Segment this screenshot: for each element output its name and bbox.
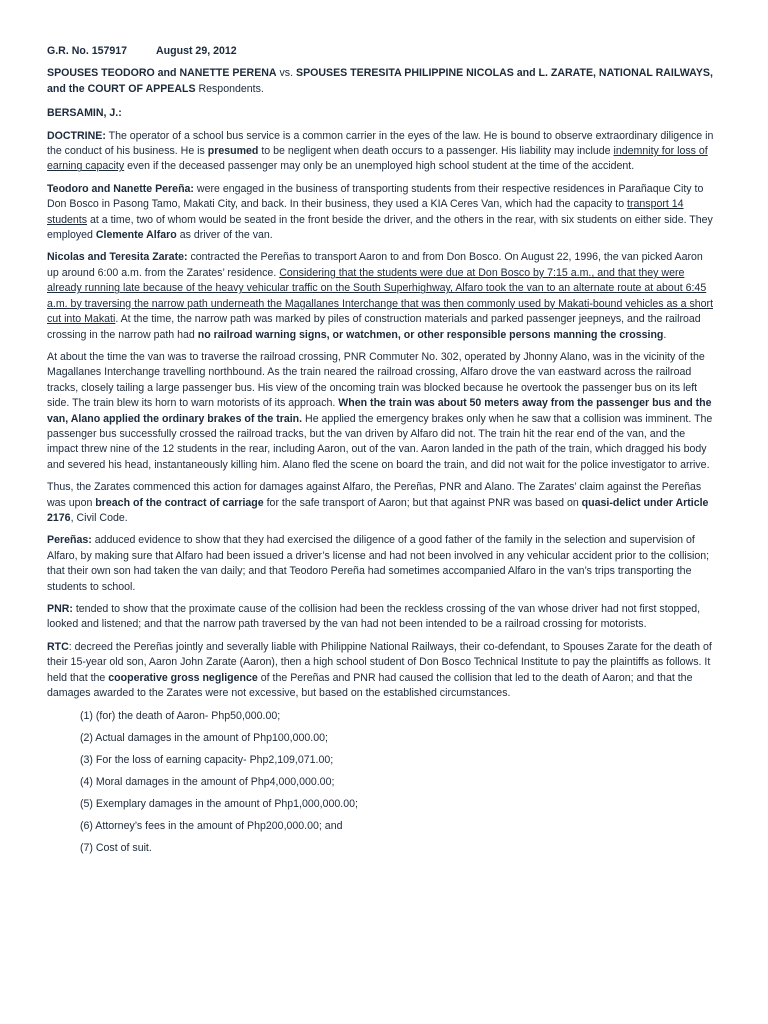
zarate-text: . — [663, 328, 667, 341]
gr-number: G.R. No. 157917 — [47, 45, 128, 57]
list-item: (1) (for) the death of Aaron- Php50,000.00; — [80, 710, 281, 723]
action-text: for the safe transport of Aaron; but that against PNR was based on — [263, 496, 582, 509]
action-emphasis: breach of the contract of carriage — [95, 496, 264, 509]
rtc-text: of the Pereñas and PNR had caused the collision that led to the death of Aaron; and that the damages awarded to the Zarates were not excessive, but based on the established circumstances. — [47, 671, 693, 700]
list-item: (4) Moral damages in the amount of Php4,000,000.00; — [80, 776, 335, 789]
damages-list — [47, 709, 715, 856]
perena-underline: transport 14 students — [47, 198, 684, 226]
action-paragraph — [47, 480, 715, 526]
perena-label: Teodoro and Nanette Pereña: — [47, 182, 194, 195]
driver-name: Clemente Alfaro — [95, 229, 177, 242]
list-item: (2) Actual damages in the amount of Php100,000.00; — [80, 732, 328, 745]
collision-paragraph — [47, 350, 715, 473]
perenas-text: adduced evidence to show that they had exercised the diligence of a good father of the family in the selection and supervision of Alfaro, by making sure that Alfaro had been issued a driver’s license and had not been involved in any vehicular accident prior to the collision; that their own son had taken the van daily; and that Teodoro Pereña had sometimes accompanied Alfaro in the van’s trips transporting the students to school. — [47, 534, 710, 593]
perena-text: at a time, two of whom would be seated in the front beside the driver, and the others in the rear, with six students on either side. They employed — [47, 213, 713, 242]
collision-text: He applied the emergency brakes only when he saw that a collision was imminent. The passenger bus successfully crossed the railroad tracks, but the van driven by Alfaro did not. The train hit the rear end of the van, and the impact threw nine of the 12 students in the rear, including Aaron, out of the van. Aaron landed in the path of the train, which dragged his body and severed his head, instantaneously killing him. Alano fled the scene on board the train, and did not wait for the police investigator to arrive. — [47, 412, 713, 471]
doctrine-label: DOCTRINE: — [47, 129, 106, 142]
action-emphasis: quasi-delict under Article 2176 — [47, 496, 709, 524]
petitioners: SPOUSES TEODORO and NANETTE PERENA — [47, 67, 277, 80]
zarate-emphasis: no railroad warning signs, or watchmen, or other responsible persons manning the crossing — [197, 328, 664, 341]
zarate-facts-paragraph — [47, 250, 715, 342]
list-item: (5) Exemplary damages in the amount of Php1,000,000.00; — [80, 798, 358, 811]
list-item: (6) Attorney’s fees in the amount of Php200,000.00; and — [80, 820, 343, 833]
perena-text: were engaged in the business of transporting students from their respective residences in Parañaque City to Don Bosco in Pasong Tamo, Makati City, and back. In their business, they used a KIA Ceres Van, which had the capacity to — [47, 182, 704, 211]
doctrine-text: The operator of a school bus service is a common carrier in the eyes of the law. He is bound to observe extraordinary diligence in the conduct of his business. He is — [47, 129, 714, 158]
case-title — [47, 66, 715, 97]
ponente: BERSAMIN, J.: — [47, 107, 122, 120]
collision-text: At about the time the van was to traverse the railroad crossing, PNR Commuter No. 302, operated by Jhonny Alano, was in the vicinity of the Magallanes Interchange travelling northbound. As the train neared the railroad crossing, Alfaro drove the van eastward across the railroad tracks, closely tailing a large passenger bus. His view of the oncoming train was blocked because he overtook the passenger bus on its left side. The train blew its horn to warn motorists of its approach. — [47, 350, 705, 410]
decision-date: August 29, 2012 — [156, 45, 237, 57]
doctrine-emphasis: presumed — [207, 145, 259, 158]
action-text: , Civil Code. — [70, 511, 128, 524]
collision-emphasis: When the train was about 50 meters away from the passenger bus and the van, Alano applied the ordinary brakes of the train. — [47, 397, 712, 425]
case-caption — [47, 44, 715, 59]
list-item: (7) Cost of suit. — [80, 842, 152, 855]
doctrine-text: even if the deceased passenger may only be an unemployed high school student at the time of the accident. — [124, 160, 635, 173]
pnr-defense-paragraph — [47, 602, 715, 633]
action-text: Thus, the Zarates commenced this action for damages against Alfaro, the Pereñas, PNR and Alano. The Zarates’ claim against the Pereñas was upon — [47, 481, 702, 509]
rtc-emphasis: cooperative gross negligence — [108, 671, 258, 684]
zarate-text: . At the time, the narrow path was marked by piles of construction materials and parked passenger jeepneys, and the railroad crossing in the narrow path had — [47, 313, 701, 341]
perena-facts-paragraph — [47, 182, 715, 244]
zarate-underline: Considering that the students were due at Don Bosco by 7:15 a.m., and that they were already running late because of the heavy vehicular traffic on the South Superhighway, Alfaro took the van to an alternate route at about 6:45 a.m. by traversing the narrow path underneath the Magallanes Interchange that was then commonly used by Makati-bound vehicles as a short cut into Makati — [47, 266, 714, 326]
zarate-text: contracted the Pereñas to transport Aaron to and from Don Bosco. On August 22, 1996, the van picked Aaron up around 6:00 a.m. from the Zarates’ residence. — [47, 251, 703, 279]
list-item: (3) For the loss of earning capacity- Php2,109,071.00; — [80, 754, 334, 767]
zarate-label: Nicolas and Teresita Zarate: — [47, 251, 188, 264]
rtc-label: RTC — [47, 640, 69, 653]
doctrine-paragraph — [47, 129, 715, 175]
perenas-defense-paragraph — [47, 533, 715, 595]
pnr-label: PNR: — [47, 603, 73, 615]
versus: vs. — [276, 67, 296, 80]
rtc-paragraph — [47, 640, 715, 702]
doctrine-text: to be negligent when death occurs to a passenger. His liability may include — [258, 145, 614, 158]
document-page — [47, 44, 715, 863]
doctrine-underline: indemnity for loss of earning capacity — [47, 145, 708, 173]
perena-text: as driver of the van. — [176, 229, 273, 242]
respondents-label: Respondents. — [195, 82, 264, 95]
perenas-label: Pereñas: — [47, 534, 92, 547]
pnr-text: tended to show that the proximate cause of the collision had been the reckless crossing of the van whose driver had not first stopped, looked and listened; and that the narrow path traversed by the van had not been intended to be a railroad crossing for motorists. — [47, 603, 701, 631]
respondents: SPOUSES TERESITA PHILIPPINE NICOLAS and L. ZARATE, NATIONAL RAILWAYS, and the COURT OF APPEALS — [47, 67, 713, 95]
rtc-text: : decreed the Pereñas jointly and severally liable with Philippine National Railways, their co-defendant, to Spouses Zarate for the death of their 15-year old son, Aaron John Zarate (Aaron), then a high school student of Don Bosco Technical Institute to pay the plaintiffs as follows. It held that the — [47, 640, 712, 684]
